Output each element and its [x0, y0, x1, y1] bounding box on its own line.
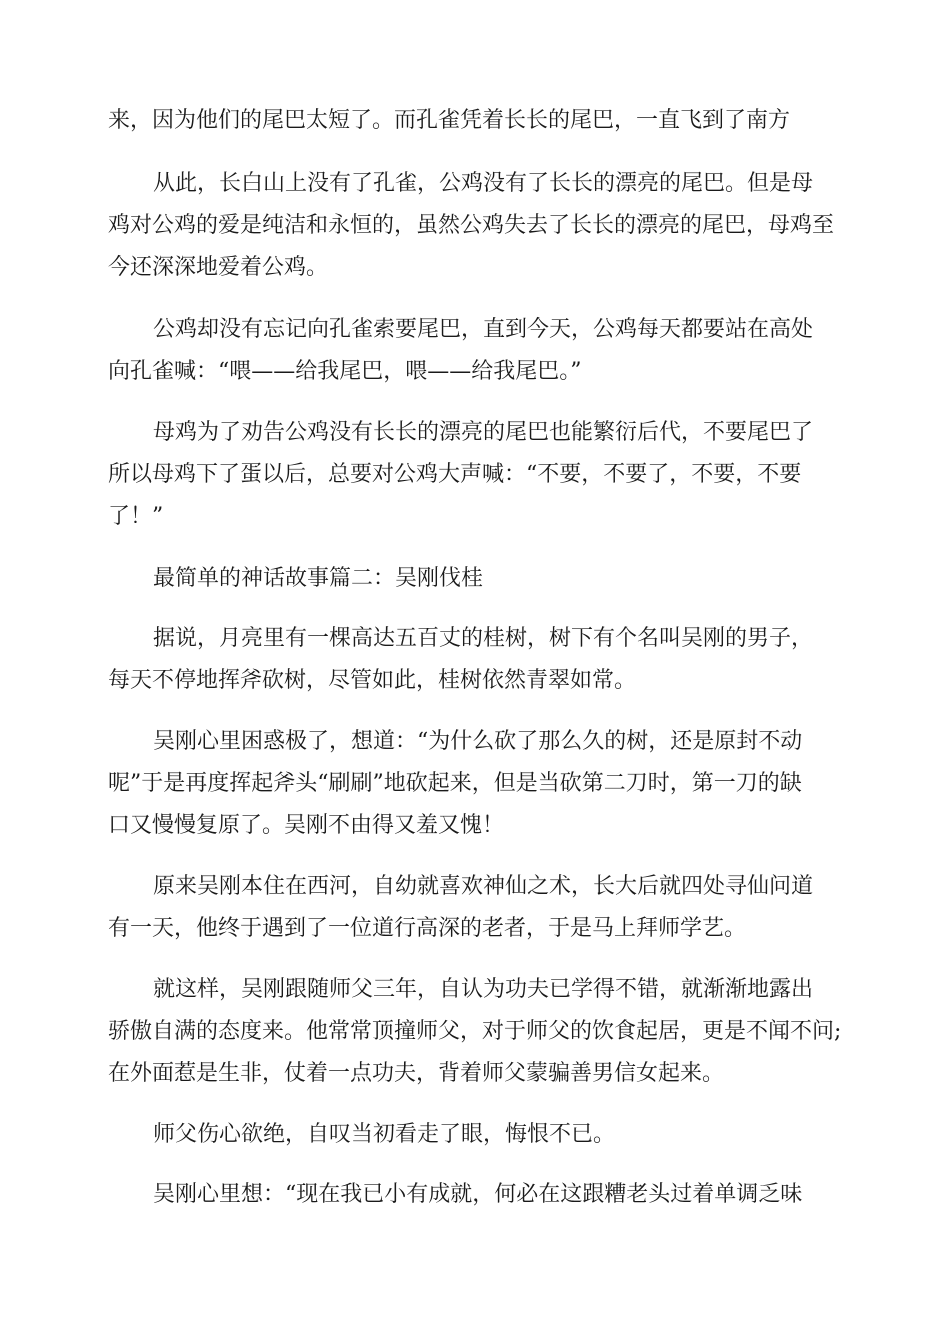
text-line: 原来吴刚本住在西河，自幼就喜欢神仙之术，长大后就四处寻仙问道 [153, 874, 814, 899]
paragraph-1 [108, 100, 848, 142]
text-line: 就这样，吴刚跟随师父三年，自认为功夫已学得不错，就渐渐地露出 [153, 977, 814, 1002]
text-line: 骄傲自满的态度来。他常常顶撞师父，对于师父的饮食起居，更是不闻不问; [108, 1019, 842, 1044]
text-line: 每天不停地挥斧砍树，尽管如此，桂树依然青翠如常。 [108, 668, 637, 693]
paragraph-6 [108, 721, 848, 847]
text-line: 今还深深地爱着公鸡。 [108, 255, 329, 280]
text-line: 鸡对公鸡的爱是纯洁和永恒的，虽然公鸡失去了长长的漂亮的尾巴，母鸡至 [108, 213, 835, 238]
text-line: 了！” [108, 504, 164, 529]
text-line: 来，因为他们的尾巴太短了。而孔雀凭着长长的尾巴，一直飞到了南方 [108, 108, 791, 133]
text-line: 师父伤心欲绝，自叹当初看走了眼，悔恨不已。 [153, 1122, 616, 1147]
text-line: 公鸡却没有忘记向孔雀索要尾巴，直到今天，公鸡每天都要站在高处 [153, 317, 814, 342]
paragraph-10 [108, 1174, 848, 1216]
text-line: 所以母鸡下了蛋以后，总要对公鸡大声喊：“不要，不要了，不要，不要 [108, 462, 802, 487]
text-line: 口又慢慢复原了。吴刚不由得又羞又愧！ [108, 813, 505, 838]
paragraph-8 [108, 969, 848, 1095]
paragraph-4 [108, 412, 848, 538]
paragraph-2 [108, 163, 848, 289]
text-line: 吴刚心里困惑极了，想道：“为什么砍了那么久的树，还是原封不动 [153, 729, 803, 754]
text-line: 向孔雀喊：“喂——给我尾巴，喂——给我尾巴。” [108, 359, 582, 384]
text-line: 母鸡为了劝告公鸡没有长长的漂亮的尾巴也能繁衍后代，不要尾巴了 [153, 420, 814, 445]
section-heading [108, 558, 848, 600]
text-line: 在外面惹是生非，仗着一点功夫，背着师父蒙骗善男信女起来。 [108, 1061, 725, 1086]
paragraph-7 [108, 866, 848, 950]
paragraph-5 [108, 618, 848, 702]
text-line: 最简单的神话故事篇二：吴刚伐桂 [153, 566, 484, 591]
text-line: 从此，长白山上没有了孔雀，公鸡没有了长长的漂亮的尾巴。但是母 [153, 171, 814, 196]
text-line: 有一天，他终于遇到了一位道行高深的老者，于是马上拜师学艺。 [108, 916, 747, 941]
text-line: 据说，月亮里有一棵高达五百丈的桂树，树下有个名叫吴刚的男子， [153, 626, 814, 651]
text-line: 吴刚心里想：“现在我已小有成就，何必在这跟糟老头过着单调乏味 [153, 1182, 803, 1207]
paragraph-9 [108, 1114, 848, 1156]
paragraph-3 [108, 309, 848, 393]
text-line: 呢”于是再度挥起斧头“刷刷”地砍起来，但是当砍第二刀时，第一刀的缺 [108, 771, 802, 796]
